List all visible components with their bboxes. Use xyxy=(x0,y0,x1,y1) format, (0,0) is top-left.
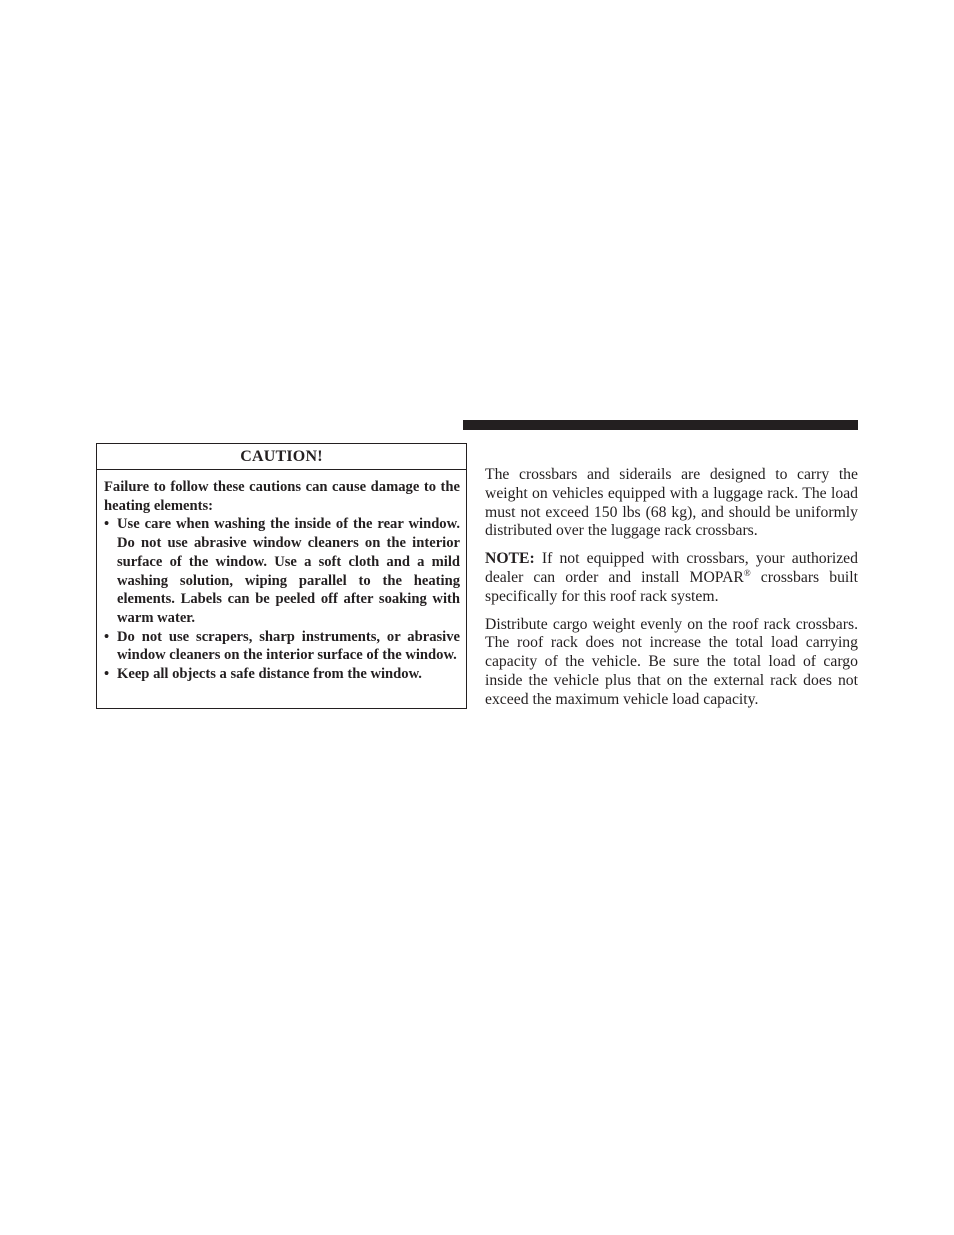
caution-item-text: Use care when washing the inside of the rear window. Do not use abrasive window cleaners on the interior surface of the window. Use a soft cloth and a mild washing solution, wiping parallel to the heating elements. Labels can be peeled off after soaking with warm water. xyxy=(117,516,460,626)
registered-mark: ® xyxy=(743,567,751,578)
caution-item-text: Do not use scrapers, sharp instruments, or abrasive window cleaners on the interior surface of the window. xyxy=(117,628,460,664)
caution-list xyxy=(104,515,460,683)
caution-intro: Failure to follow these cautions can cause damage to the heating elements: xyxy=(104,479,460,514)
note-text-end: crossbars built specifically for this roof rack system. xyxy=(485,568,858,605)
note-text-start: If not equipped with crossbars, your authorized dealer can order and install MOPAR xyxy=(485,550,858,586)
bullet-icon: • xyxy=(104,516,110,533)
bullet-icon: • xyxy=(104,628,110,645)
distribute-paragraph: Distribute cargo weight evenly on the roof rack crossbars. The roof rack does not increase the total load carrying capacity of the vehicle. Be sure the total load of cargo inside the vehicle plus that on the external rack does not exceed the maximum vehicle load capacity. xyxy=(485,615,858,708)
caution-item xyxy=(104,515,460,627)
load-paragraph: The crossbars and siderails are designed to carry the weight on vehicles equipped with a luggage rack. The load must not exceed 150 lbs (68 kg), and should be uniformly distributed over the luggage rack crossbars. xyxy=(485,466,858,540)
section-header-rule xyxy=(463,420,858,430)
caution-body xyxy=(97,470,466,684)
caution-item xyxy=(104,665,460,684)
caution-item xyxy=(104,628,460,665)
bullet-icon: • xyxy=(104,666,110,683)
note-label: NOTE: xyxy=(485,550,535,568)
caution-box xyxy=(96,443,467,709)
caution-title: CAUTION! xyxy=(97,444,466,470)
caution-item-text: Keep all objects a safe distance from the window. xyxy=(117,666,422,683)
right-column xyxy=(485,466,858,719)
note-paragraph xyxy=(485,550,858,606)
